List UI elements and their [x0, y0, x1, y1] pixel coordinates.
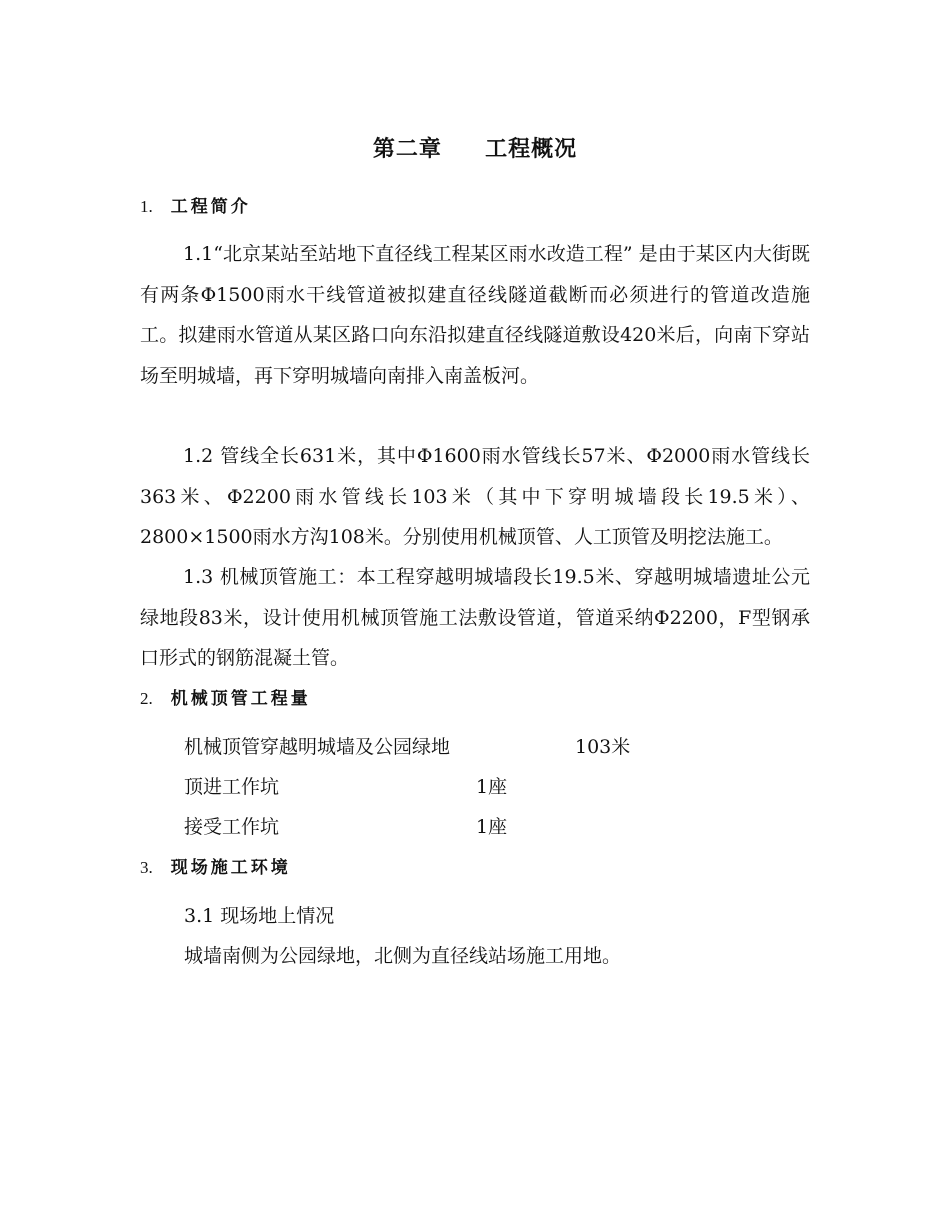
- section-number: 3.: [140, 858, 153, 877]
- quantity-amount: 1座: [476, 816, 508, 838]
- quantity-row: [184, 732, 744, 762]
- section-number: 1.: [140, 197, 153, 216]
- overview-paragraph-1: 1.1“北京某站至站地下直径线工程某区雨水改造工程” 是由于某区内大街既有两条Φ1500雨水干线管道被拟建直径线隧道截断而必须进行的管道改造施工。拟建雨水管道从某区路口向东沿拟建直径线隧道敷设420米后，向南下穿站场至明城墙，再下穿明城墙向南排入南盖板河。: [140, 243, 810, 387]
- quantity-item: 接受工作坑: [184, 816, 280, 838]
- overview-paragraph-3: 1.3 机械顶管施工：本工程穿越明城墙段长19.5米、穿越明城墙遗址公元绿地段83米，设计使用机械顶管施工法敷设管道，管道采纳Φ2200，F型钢承口形式的钢筋混凝土管。: [140, 566, 810, 670]
- quantity-row: [184, 772, 744, 802]
- quantity-row: [184, 812, 744, 842]
- overview-paragraph-2: 1.2 管线全长631米，其中Φ1600雨水管线长57米、Φ2000雨水管线长363米、Φ2200雨水管线长103米（其中下穿明城墙段长19.5米）、2800×1500雨水方沟108米。分别使用机械顶管、人工顶管及明挖法施工。: [140, 445, 810, 549]
- quantity-item: 机械顶管穿越明城墙及公园绿地: [184, 736, 451, 758]
- quantity-amount: 103米: [575, 736, 631, 758]
- section-title: 工程简介: [170, 197, 251, 217]
- section-heading-2: [140, 684, 311, 709]
- section-heading-3: [140, 853, 291, 878]
- section-heading-1: [140, 192, 251, 217]
- section-number: 2.: [140, 689, 153, 708]
- quantity-item: 顶进工作坑: [184, 776, 280, 798]
- chapter-title: 第二章 工程概况: [372, 136, 578, 162]
- quantity-amount: 1座: [476, 776, 508, 798]
- environment-text: 城墙南侧为公园绿地，北侧为直径线站场施工用地。: [184, 945, 622, 967]
- section-title: 现场施工环境: [170, 858, 291, 878]
- section-title: 机械顶管工程量: [170, 689, 311, 709]
- environment-subheading: 3.1 现场地上情况: [184, 905, 335, 927]
